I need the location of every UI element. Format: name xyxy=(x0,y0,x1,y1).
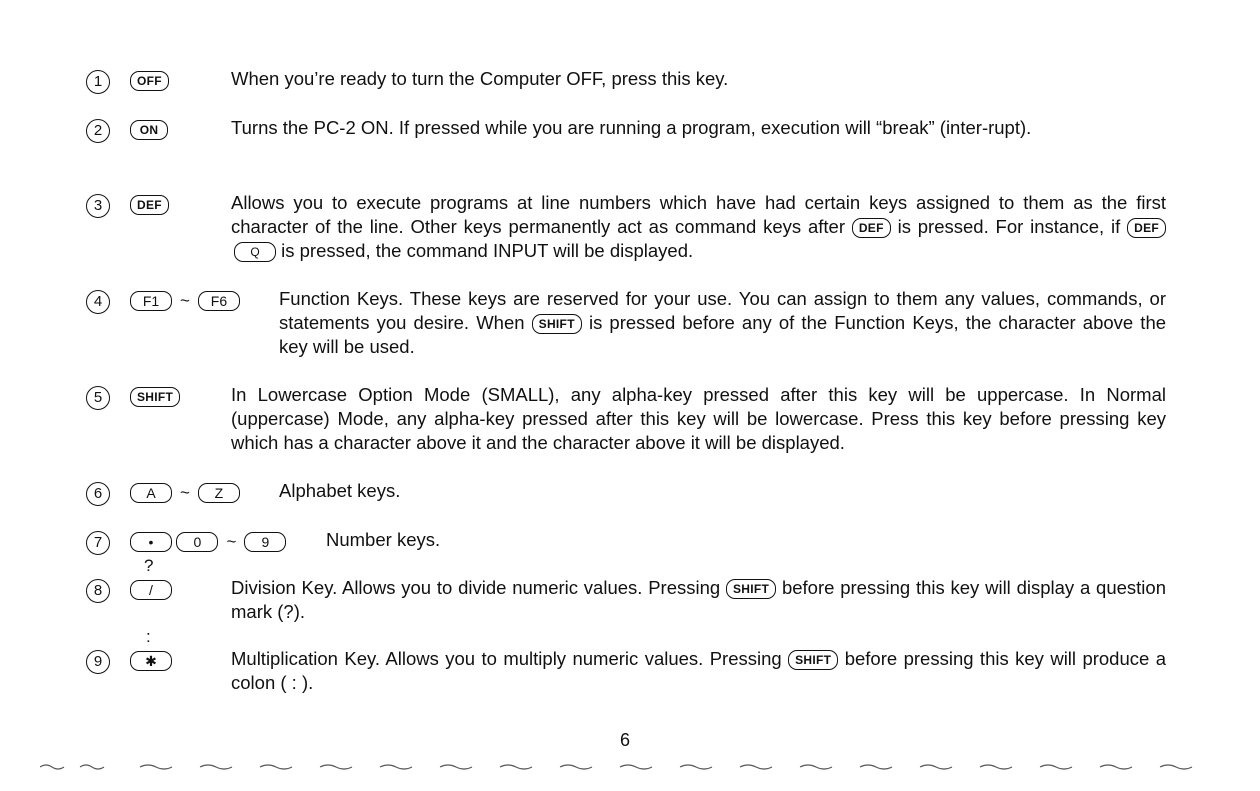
def-key-inline: DEF xyxy=(1127,218,1166,238)
def-key-inline: DEF xyxy=(852,218,891,238)
desc-part: Allows you to execute programs at line numbers which have had certain keys assigned to them as the first character of the line. Other keys permanently act as command keys after xyxy=(231,192,1166,237)
key-cell xyxy=(130,556,172,600)
range-tilde: ~ xyxy=(226,532,237,551)
description xyxy=(231,191,1166,263)
shift-key-inline: SHIFT xyxy=(532,314,582,334)
key-cell xyxy=(130,291,240,311)
division-key: / xyxy=(130,580,172,600)
f1-key: F1 xyxy=(130,291,172,311)
range-tilde: ~ xyxy=(180,291,190,310)
item-number: 3 xyxy=(86,194,110,218)
item-number: 1 xyxy=(86,70,110,94)
decorative-wavy-rule xyxy=(40,760,1210,774)
description: Turns the PC-2 ON. If pressed while you are running a program, execution will “break” (inter-rupt). xyxy=(231,117,1032,138)
zero-key: 0 xyxy=(176,532,218,552)
key-cell xyxy=(130,120,168,140)
key-cell xyxy=(130,483,240,503)
desc-part: Division Key. Allows you to divide numeric values. Pressing xyxy=(231,577,721,598)
shift-key-inline: SHIFT xyxy=(788,650,838,670)
key-cell xyxy=(130,387,180,407)
def-key: DEF xyxy=(130,195,169,215)
description: Alphabet keys. xyxy=(279,480,401,501)
description: When you’re ready to turn the Computer OFF, press this key. xyxy=(231,68,729,89)
page-number: 6 xyxy=(619,730,630,750)
on-key: ON xyxy=(130,120,168,140)
q-key-inline: Q xyxy=(234,242,276,262)
range-tilde: ~ xyxy=(180,483,190,502)
shift-key: SHIFT xyxy=(130,387,180,407)
item-number: 7 xyxy=(86,531,110,555)
f6-key: F6 xyxy=(198,291,240,311)
description xyxy=(231,647,1166,695)
item-number: 8 xyxy=(86,579,110,603)
nine-key: 9 xyxy=(244,532,286,552)
item-number: 9 xyxy=(86,650,110,674)
description: In Lowercase Option Mode (SMALL), any alpha-key pressed after this key will be uppercase. In Normal (uppercase) Mode, any alpha-key pressed after this key will be lowercase. Press this key before pressing key which has a character above it and the character above it will be displayed. xyxy=(231,384,1166,453)
a-key: A xyxy=(130,483,172,503)
desc-part: before pressing this key will produce a colon ( : ). xyxy=(231,648,1167,693)
desc-part: is pressed, the command INPUT will be displayed. xyxy=(281,240,694,261)
multiplication-key: ✱ xyxy=(130,651,172,671)
off-key: OFF xyxy=(130,71,169,91)
z-key: Z xyxy=(198,483,240,503)
shifted-character-label: : xyxy=(146,627,151,646)
item-number: 5 xyxy=(86,386,110,410)
description xyxy=(279,287,1166,359)
item-number: 4 xyxy=(86,290,110,314)
description xyxy=(231,576,1166,624)
desc-part: is pressed before any of the Function Keys, the character above the key will be used. xyxy=(279,312,1167,357)
item-number: 2 xyxy=(86,119,110,143)
key-cell xyxy=(130,627,172,671)
key-cell xyxy=(130,532,286,552)
decimal-point-key: • xyxy=(130,532,172,552)
key-cell xyxy=(130,195,169,215)
shift-key-inline: SHIFT xyxy=(726,579,776,599)
item-number: 6 xyxy=(86,482,110,506)
desc-part: Function Keys. These keys are reserved for your use. You can assign to them any values, commands, or statements you desire. When xyxy=(279,288,1166,333)
description: Number keys. xyxy=(326,529,441,550)
desc-part: before pressing this key will display a question mark (?). xyxy=(231,577,1166,622)
shifted-character-label: ? xyxy=(144,556,154,575)
desc-part: is pressed. For instance, if xyxy=(897,216,1121,237)
key-cell xyxy=(130,71,169,91)
desc-part: Multiplication Key. Allows you to multiply numeric values. Pressing xyxy=(231,648,782,669)
